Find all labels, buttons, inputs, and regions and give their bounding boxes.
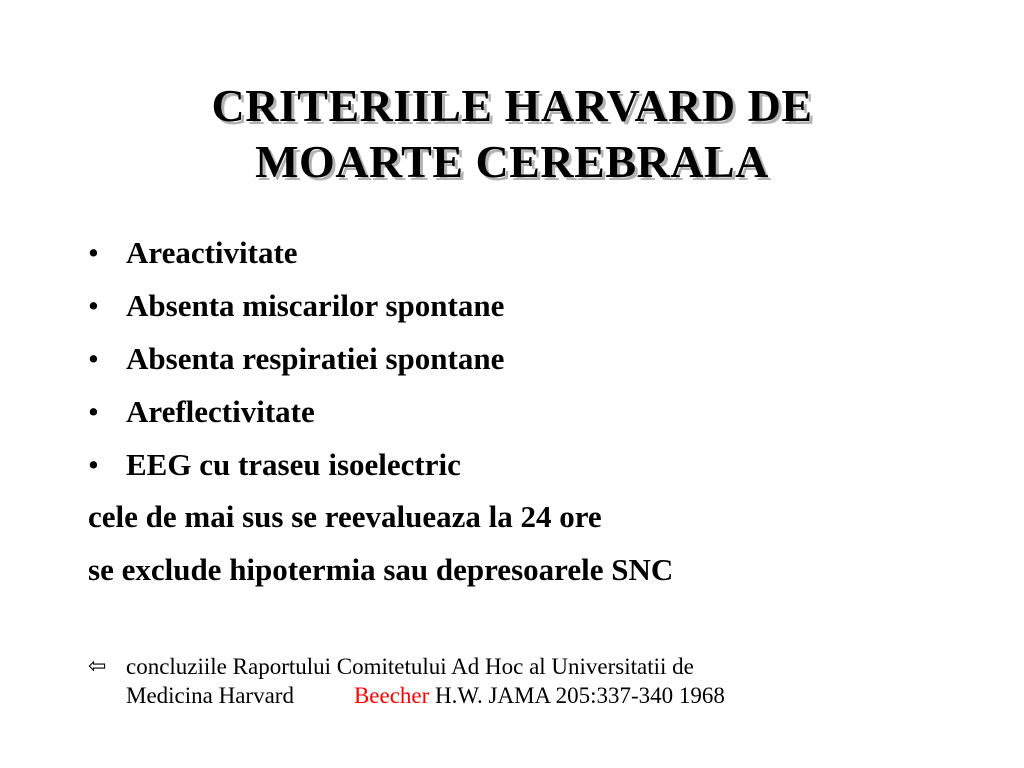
list-item-text: Absenta miscarilor spontane — [126, 288, 505, 323]
bullet-icon: • — [88, 341, 99, 376]
list-item-text: Areactivitate — [126, 235, 298, 270]
list-item-text: EEG cu traseu isoelectric — [126, 447, 461, 482]
list-item — [88, 226, 504, 279]
list-item-text: Absenta respiratiei spontane — [126, 341, 505, 376]
citation: H.W. JAMA 205:337-340 1968 — [435, 683, 725, 708]
source-line-2 — [126, 681, 948, 710]
slide-title-line-1: CRITERIILE HARVARD DE — [211, 80, 813, 131]
list-item — [88, 438, 504, 491]
list-item-text: Areflectivitate — [126, 394, 315, 429]
author-name: Beecher — [353, 683, 430, 708]
slide-title-line-2: MOARTE CEREBRALA — [255, 136, 769, 187]
source-institution: Medicina Harvard — [126, 683, 294, 708]
list-item — [88, 279, 504, 332]
source-reference — [88, 652, 948, 710]
exclusion-note: se exclude hipotermia sau depresoarele SNC — [88, 552, 674, 587]
bullet-icon: • — [88, 288, 99, 323]
source-line-1: concluziile Raportului Comitetului Ad Hoc al Universitatii de — [126, 654, 694, 679]
bullet-icon: • — [88, 235, 99, 270]
list-item — [88, 332, 504, 385]
reevaluation-note: cele de mai sus se reevalueaza la 24 ore — [88, 499, 602, 534]
list-item — [88, 385, 504, 438]
slide-title — [0, 78, 1024, 190]
bullet-icon: • — [88, 447, 99, 482]
bullet-icon: • — [88, 394, 99, 429]
criteria-list — [88, 226, 504, 491]
left-arrow-icon: ⇦ — [88, 654, 107, 679]
